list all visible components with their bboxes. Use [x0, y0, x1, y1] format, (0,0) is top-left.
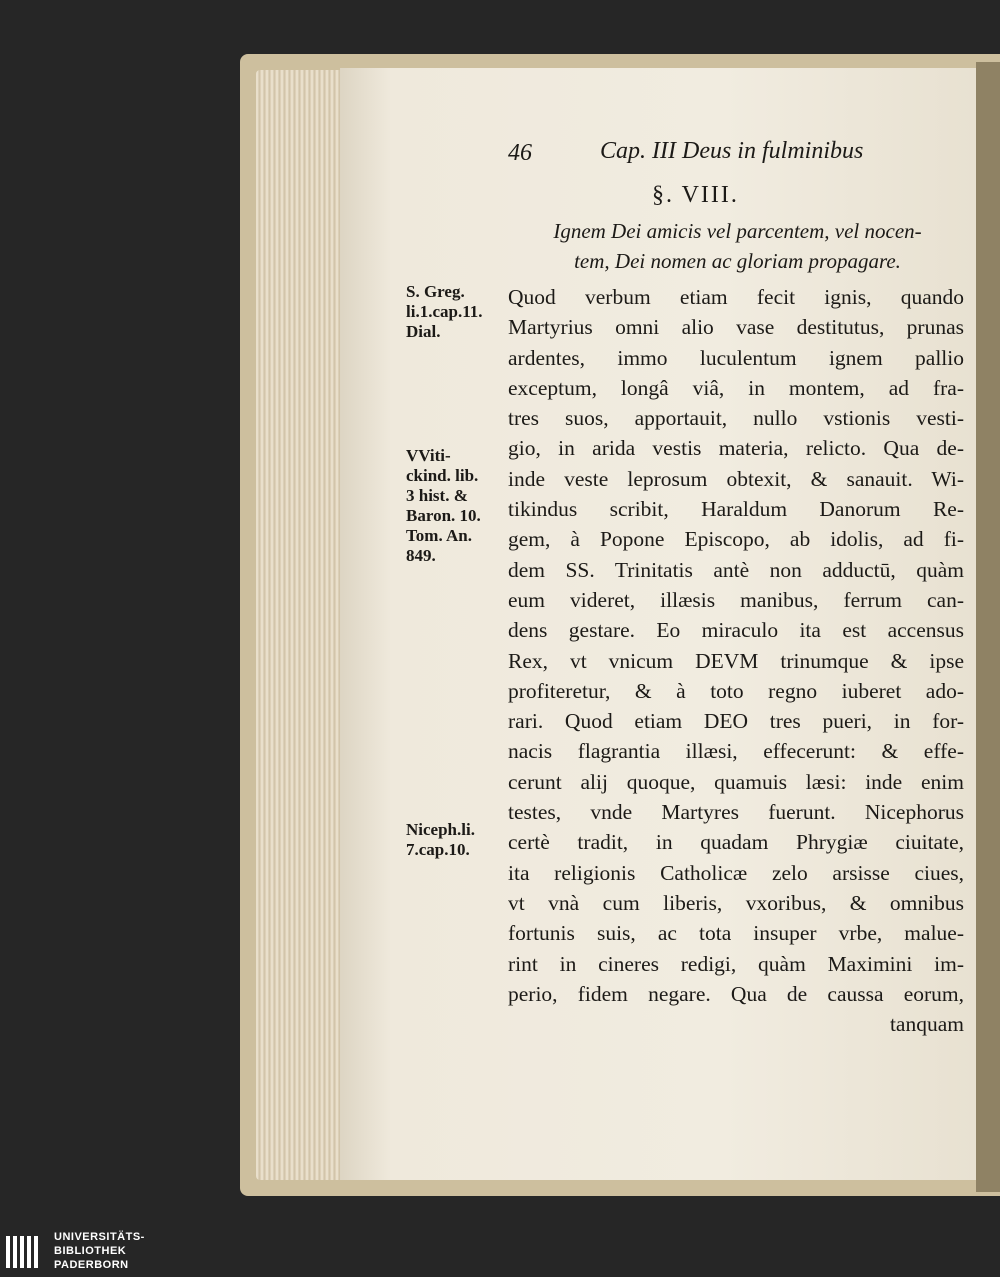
body-text: [508, 282, 964, 1039]
text-line: rint in cineres redigi, quàm Maximini im-: [508, 951, 964, 976]
library-logo: [0, 1228, 200, 1277]
section-title-line: tem, Dei nomen ac gloriam propagare.: [574, 249, 901, 273]
section-title: [510, 216, 965, 276]
margin-note-gregory: S. Greg. li.1.cap.11. Dial.: [406, 282, 483, 341]
text-line: dens gestare. Eo miraculo ita est accensus: [508, 618, 964, 643]
margin-note-nicephorus: Niceph.li. 7.cap.10.: [406, 820, 475, 859]
text-line: inde veste leprosum obtexit, & sanauit. Wi-: [508, 466, 964, 491]
text-line: ardentes, immo luculentum ignem pallio: [508, 345, 964, 370]
page-edges: [256, 70, 351, 1180]
text-line: Rex, vt vnicum DEVM trinumque & ipse: [508, 648, 964, 673]
text-line: gio, in arida vestis materia, relicto. Qua de-: [508, 436, 964, 461]
text-line: gem, à Popone Episcopo, ab idolis, ad fi-: [508, 527, 964, 552]
text-line: rari. Quod etiam DEO tres pueri, in for-: [508, 709, 964, 734]
text-line: perio, fidem negare. Qua de caussa eorum,: [508, 981, 964, 1006]
library-logo-icon: [4, 1232, 44, 1272]
text-line: vt vnà cum liberis, vxoribus, & omnibus: [508, 890, 964, 915]
text-line: eum videret, illæsis manibus, ferrum can-: [508, 587, 964, 612]
text-line: exceptum, longâ viâ, in montem, ad fra-: [508, 375, 964, 400]
catchword: tanquam: [889, 1012, 964, 1037]
text-line: ita religionis Catholicæ zelo arsisse ciues,: [508, 860, 964, 885]
text-line: fortunis suis, ac tota insuper vrbe, malue-: [508, 921, 964, 946]
text-line: dem SS. Trinitatis antè non adductū, quàm: [508, 557, 964, 582]
section-mark: §. VIII.: [652, 182, 739, 208]
book-spine: [976, 62, 1000, 1192]
section-title-line: Ignem Dei amicis vel parcentem, vel nocen-: [553, 219, 922, 243]
page-number: 46: [508, 140, 532, 166]
text-line: profiteretur, & à toto regno iuberet ado-: [508, 678, 964, 703]
running-head: Cap. III Deus in fulminibus: [600, 138, 864, 164]
text-line: tres suos, apportauit, nullo vstionis vesti-: [508, 406, 964, 431]
text-line: certè tradit, in quadam Phrygiæ ciuitate,: [508, 830, 964, 855]
text-line: Martyrius omni alio vase destitutus, prunas: [508, 315, 964, 340]
margin-note-widukind: VViti- ckind. lib. 3 hist. & Baron. 10. Tom. An. 849.: [406, 446, 481, 565]
library-logo-text: UNIVERSITÄTS- BIBLIOTHEK PADERBORN: [54, 1231, 145, 1271]
text-line: tikindus scribit, Haraldum Danorum Re-: [508, 497, 964, 522]
text-line: cerunt alij quoque, quamuis læsi: inde enim: [508, 769, 964, 794]
text-line: Quod verbum etiam fecit ignis, quando: [508, 285, 964, 309]
text-line: testes, vnde Martyres fuerunt. Nicephorus: [508, 800, 964, 825]
text-line: nacis flagrantia illæsi, effecerunt: & effe-: [508, 739, 964, 764]
